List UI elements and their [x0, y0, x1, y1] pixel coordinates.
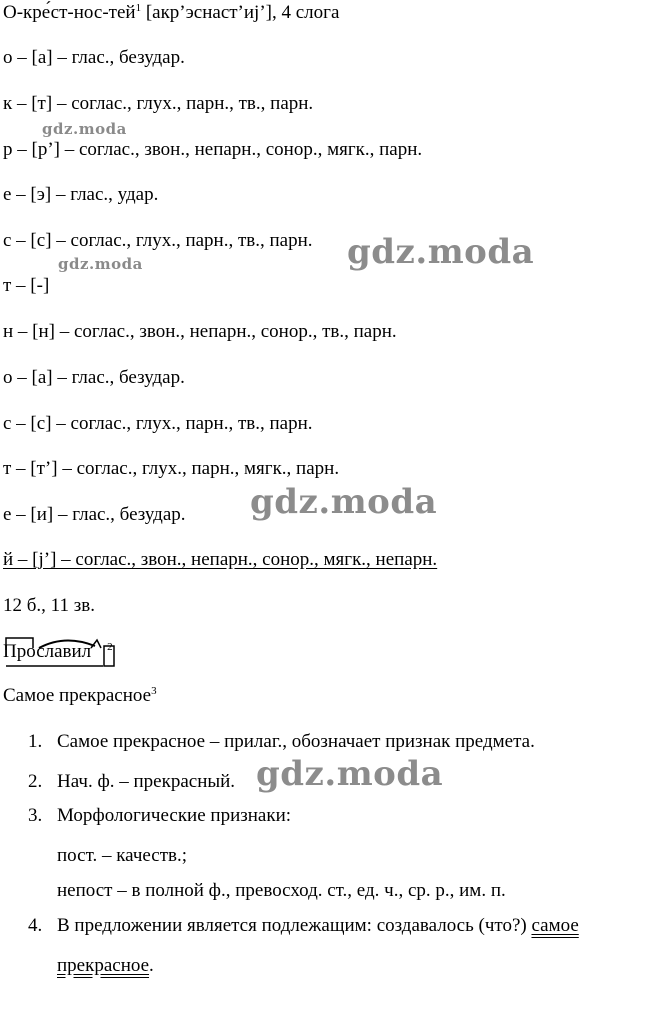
list-item-continuation [57, 955, 154, 977]
letter-line: к – [т] – соглас., глух., парн., тв., парн. [3, 93, 314, 114]
list-item: Нач. ф. – прекрасный. [57, 771, 236, 792]
samoe-text: Самое прекрасное [3, 685, 152, 706]
header-sup: 1 [135, 2, 142, 14]
letter-line: н – [н] – соглас., звон., непарн., сонор., тв., парн. [3, 321, 397, 342]
letter-line: с – [с] – соглас., глух., парн., тв., парн. [3, 230, 313, 251]
list-number: 4. [28, 915, 43, 936]
proslavil-word [3, 641, 113, 663]
letter-line: с – [с] – соглас., глух., парн., тв., парн. [3, 413, 313, 434]
underlined-word: прекрасное [57, 955, 150, 976]
letter-line: р – [р’] – соглас., звон., непарн., сонор., мягк., парн. [3, 139, 423, 160]
samoe-sup: 3 [151, 685, 157, 697]
header-word: О-кре́ст-нос-тей [3, 2, 136, 23]
list-number: 2. [28, 771, 43, 792]
watermark-logo: gdz.moda [58, 255, 143, 273]
watermark-logo: gdz.moda [250, 482, 438, 522]
samoe-heading [3, 685, 157, 707]
list-number: 3. [28, 805, 43, 826]
proslavil-sup: 2 [107, 641, 113, 653]
list-subitem: непост – в полной ф., превосход. ст., ед. ч., ср. р., им. п. [57, 880, 506, 901]
watermark-logo: gdz.moda [347, 232, 535, 272]
letter-line: е – [э] – глас., удар. [3, 184, 159, 205]
list-subitem: пост. – качеств.; [57, 845, 188, 866]
header-transcription: [акр’эснаст’иj’], 4 слога [145, 2, 340, 23]
letter-line-last: й – [j’] – соглас., звон., непарн., сонор., мягк., непарн. [3, 549, 438, 570]
list-item-text: В предложении является подлежащим: создавалось (что?) [57, 915, 527, 936]
letter-line: о – [а] – глас., безудар. [3, 47, 185, 68]
letter-line: т – [т’] – соглас., глух., парн., мягк., парн. [3, 458, 340, 479]
letter-line: о – [а] – глас., безудар. [3, 367, 185, 388]
watermark-logo: gdz.moda [256, 754, 444, 794]
list-item [57, 915, 579, 937]
sound-letter-summary: 12 б., 11 зв. [3, 595, 95, 616]
proslavil-text: Прославил [3, 641, 92, 662]
list-item: Морфологические признаки: [57, 805, 292, 826]
watermark-logo: gdz.moda [42, 120, 127, 138]
list-item: Самое прекрасное – прилаг., обозначает признак предмета. [57, 731, 535, 752]
letter-line: е – [и] – глас., безудар. [3, 504, 186, 525]
list-number: 1. [28, 731, 43, 752]
letter-line: т – [-] [3, 275, 50, 296]
word-header [3, 2, 339, 24]
list-item-tail: . [149, 955, 154, 976]
underlined-word: самое [531, 915, 579, 936]
